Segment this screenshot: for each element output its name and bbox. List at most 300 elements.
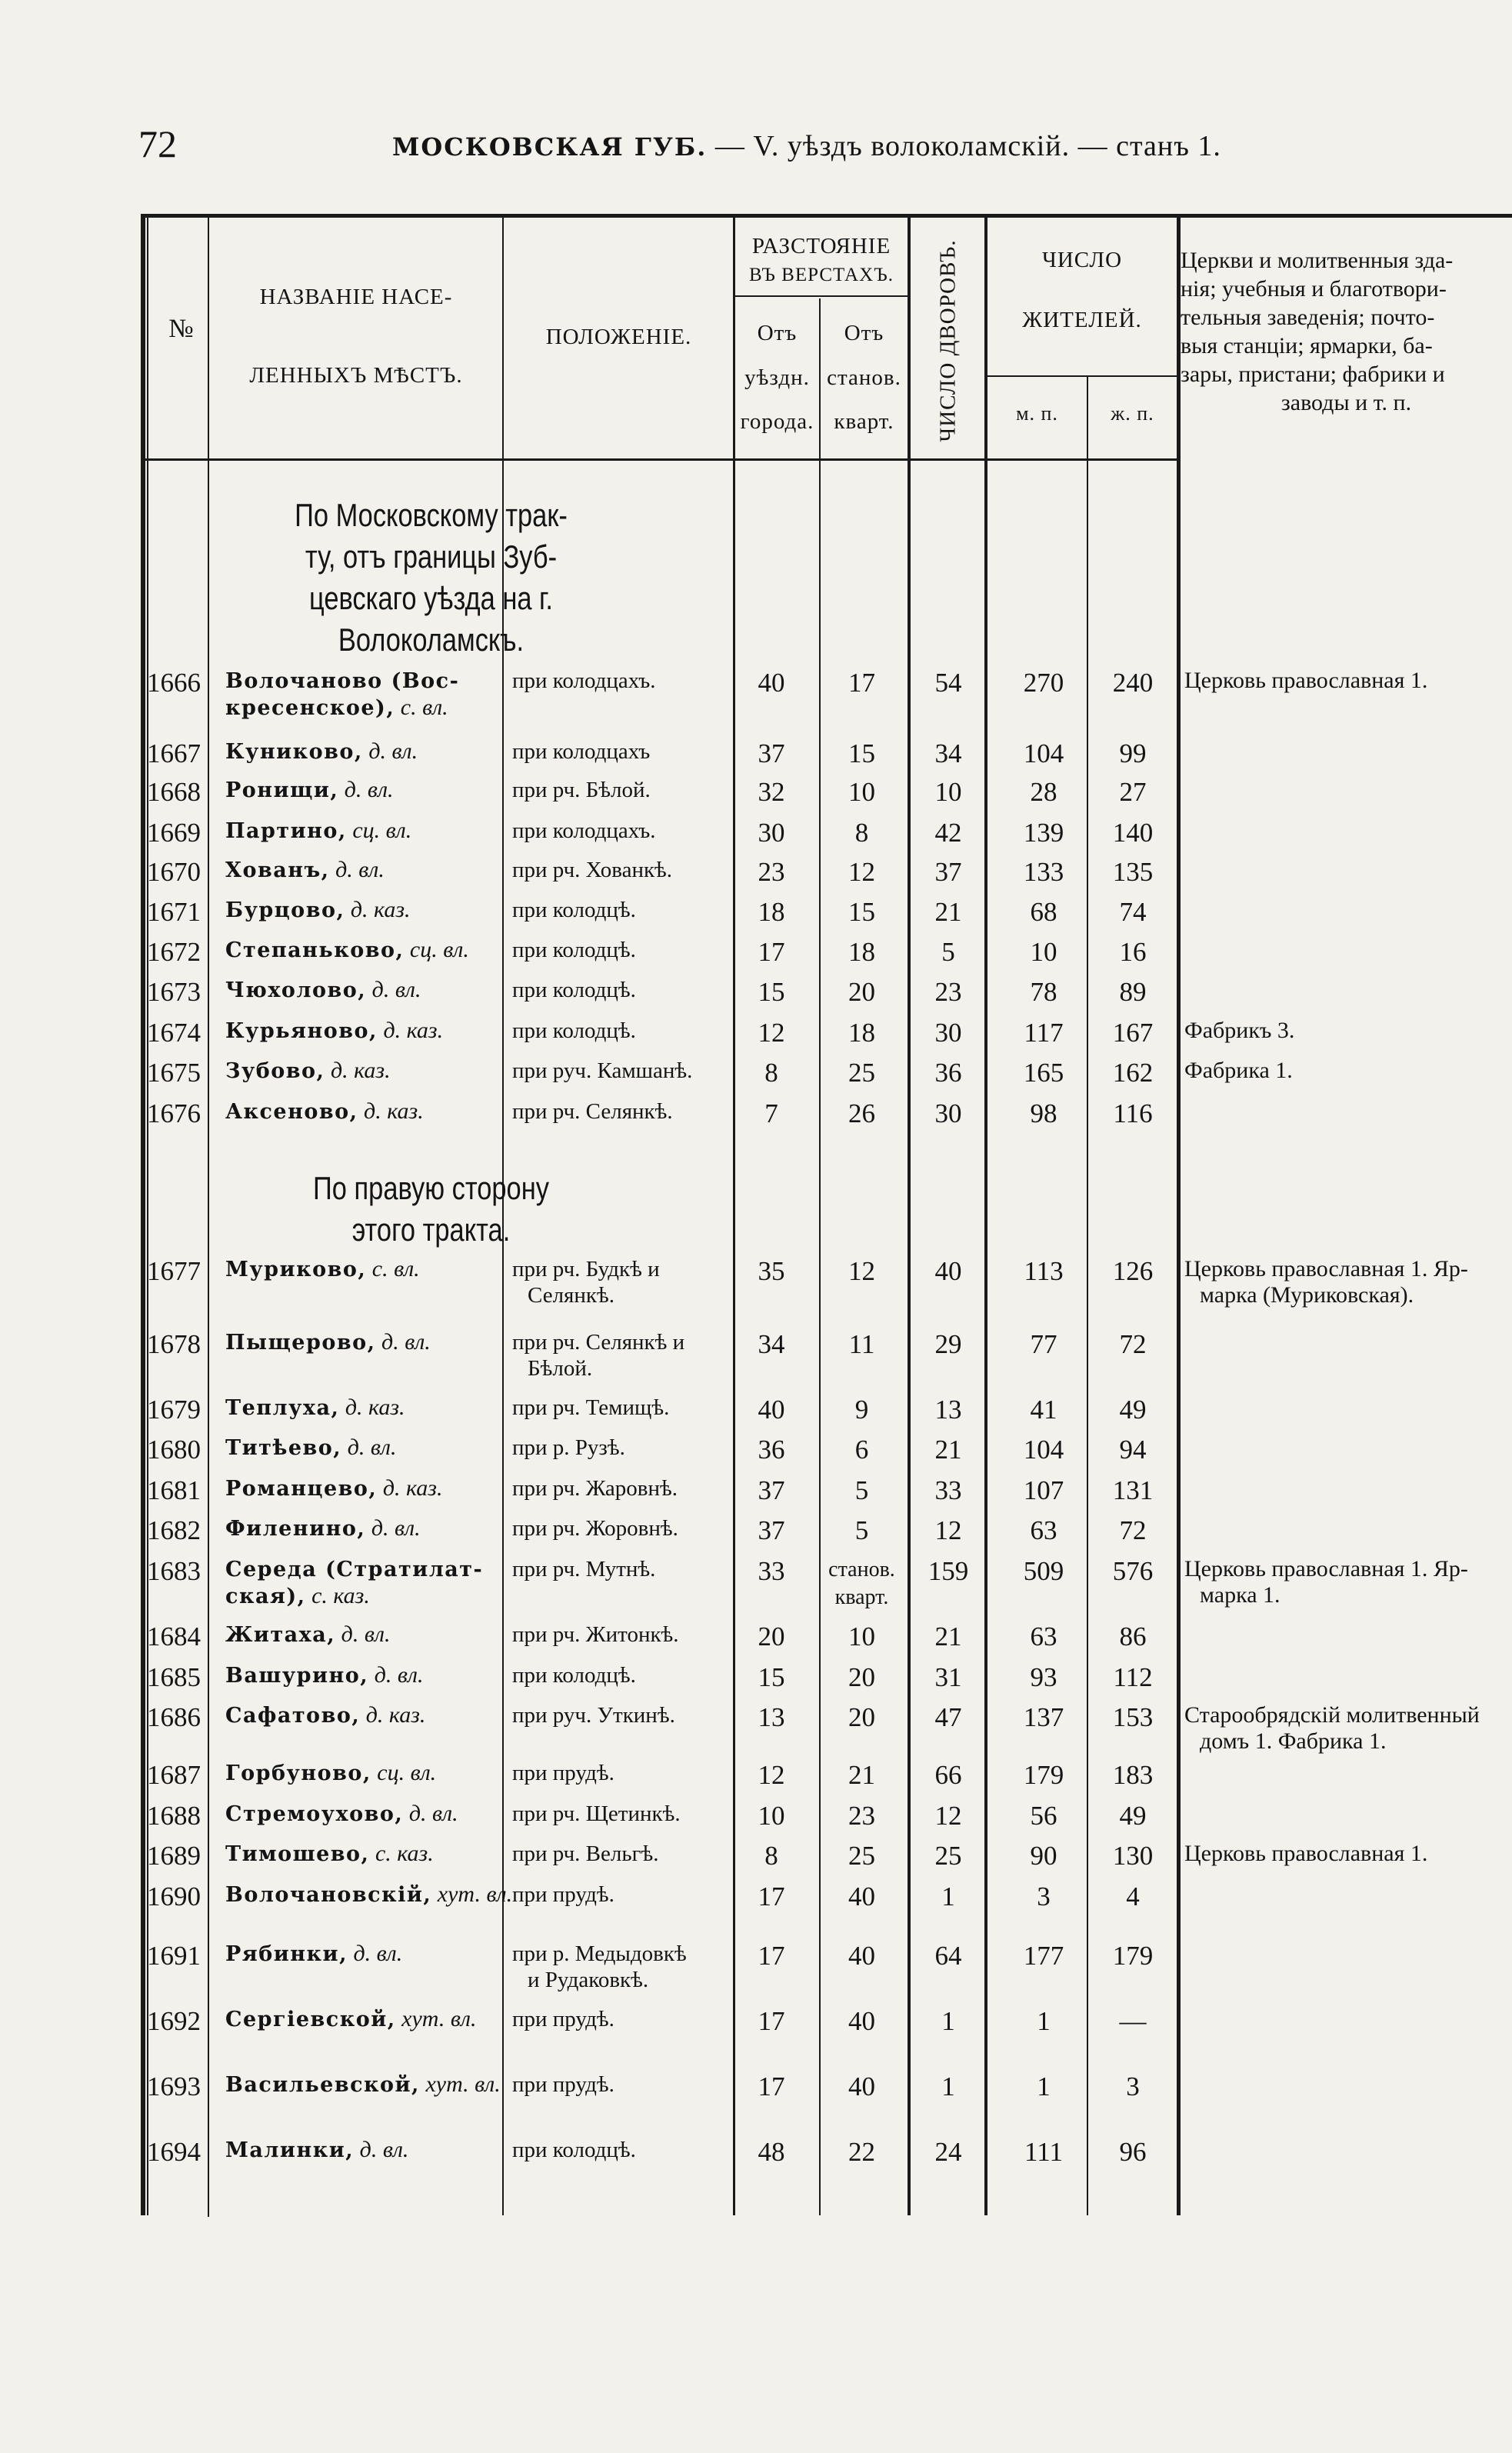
distance-stan: 15 [848,897,875,927]
households-count: 23 [934,977,962,1007]
place-name-bold: Бурцово, [225,898,345,922]
distance-stan: 25 [848,1058,875,1088]
male-count: 165 [1023,1058,1064,1088]
col-num-header: № [168,315,195,343]
place-type: сц. вл. [409,937,469,962]
place-name-bold: Тимошево, [225,1842,370,1866]
households-count: 21 [934,897,962,927]
distance-stan: 9 [854,1395,869,1425]
male-count: 28 [1030,777,1057,807]
rule-households [984,214,987,2215]
rule-residents-mid [1087,375,1088,2215]
place-type: д. вл. [341,1621,391,1647]
place-name-bold: Житаха, [225,1623,336,1647]
distance-stan: 5 [854,1515,869,1545]
place-position: при колодцѣ. [512,1663,636,1688]
rule-residents-sub [984,375,1181,377]
row-number: 1667 [147,738,201,768]
row-number: 1670 [147,857,201,887]
households-count: 24 [934,2137,962,2167]
row-number: 1678 [147,1329,201,1359]
place-position: при рч. Мутнѣ. [512,1557,656,1581]
distance-town: 37 [758,1475,785,1505]
households-count: 5 [941,937,955,967]
row-number: 1676 [147,1098,201,1128]
female-count: 94 [1119,1435,1147,1465]
place-name-bold: Романцево, [225,1477,378,1501]
female-count: 116 [1113,1098,1153,1128]
distance-stan: 12 [848,857,875,887]
households-count: 40 [934,1256,962,1286]
female-count: 130 [1112,1841,1154,1871]
households-count: 13 [934,1395,962,1425]
row-number: 1672 [147,937,201,967]
row-number: 1681 [147,1475,201,1505]
place-position: при рч. Селянкѣ и Бѣлой. [512,1330,685,1381]
female-count: 89 [1119,977,1147,1007]
distance-town: 15 [758,1662,785,1692]
place-position: при колодцѣ. [512,2138,636,2162]
col-town-3: города. [740,409,814,434]
place-type: д. вл. [347,1435,397,1460]
distance-stan: 40 [848,2006,875,2036]
place-position: при колодцѣ. [512,978,636,1002]
distance-town: 12 [758,1018,785,1048]
distance-town: 23 [758,857,785,887]
col-town-1: Отъ [757,321,798,345]
place-position: при колодцѣ. [512,898,636,922]
distance-town: 40 [758,1395,785,1425]
row-number: 1669 [147,818,201,848]
place-position: при рч. Хованкѣ. [512,858,673,882]
distance-stan: 20 [848,977,875,1007]
row-notes: Фабрика 1. [1184,1058,1293,1083]
distance-stan: 40 [848,2071,875,2101]
distance-stan: 11 [848,1329,875,1359]
row-number: 1686 [147,1702,201,1732]
distance-town: 30 [758,818,785,848]
row-number: 1682 [147,1515,201,1545]
place-name-cont: ская), [225,1585,306,1608]
male-count: 104 [1023,738,1064,768]
distance-stan: 5 [854,1475,869,1505]
female-count: 179 [1112,1941,1154,1971]
distance-town: 13 [758,1702,785,1732]
households-count: 37 [934,857,962,887]
households-count: 54 [934,668,962,698]
distance-town: 17 [758,1941,785,1971]
col-households-header: ЧИСЛО ДВОРОВЪ. [935,239,961,442]
distance-stan: 18 [848,937,875,967]
row-notes: Церковь православная 1. Яр- марка 1. [1184,1556,1468,1608]
place-name-bold: Рябинки, [225,1942,348,1966]
distance-town: 7 [764,1098,778,1128]
distance-stan: 21 [848,1760,875,1790]
male-count: 63 [1030,1515,1057,1545]
row-number: 1684 [147,1621,201,1651]
row-number: 1674 [147,1018,201,1048]
male-count: 137 [1023,1702,1064,1732]
place-type: д. вл. [353,1941,403,1966]
col-stan-1: Отъ [844,321,884,345]
place-position: при рч. Селянкѣ. [512,1099,673,1124]
place-type: с. вл. [400,695,448,720]
distance-town: 36 [758,1435,785,1465]
place-position: при колодцѣ. [512,1018,636,1043]
table-rule-left [141,214,145,2215]
place-name-bold: Васильевской, [225,2073,420,2097]
place-name-bold: Теплуха, [225,1396,340,1420]
place-type: с. каз. [311,1583,370,1608]
place-type: д. вл. [371,977,421,1002]
place-position: при прудѣ. [512,2072,614,2097]
distance-stan: 20 [848,1662,875,1692]
male-count: 10 [1030,937,1057,967]
households-count: 159 [928,1556,969,1586]
place-type: д. вл. [335,857,385,882]
place-name-bold: Сафатово, [225,1704,361,1728]
row-notes: Церковь православная 1. [1184,668,1428,693]
place-name-bold: Волочановскій, [225,1883,432,1907]
place-name-bold: Середа (Стратилат- [225,1558,484,1581]
col-town-2: уѣздн. [744,365,810,390]
place-name-bold: Горбуново, [225,1761,371,1785]
female-count: 183 [1112,1760,1154,1790]
place-position: при рч. Житонкѣ. [512,1622,679,1647]
households-count: 47 [934,1702,962,1732]
place-type: хут. вл. [425,2071,501,2097]
running-header [0,115,1512,169]
distance-stan: 15 [848,738,875,768]
place-position: при руч. Уткинѣ. [512,1703,675,1728]
female-count: 96 [1119,2137,1147,2167]
row-notes: Церковь православная 1. [1184,1841,1428,1866]
place-name-bold: Курьяново, [225,1019,378,1043]
distance-stan: 8 [854,818,869,848]
male-count: 177 [1023,1941,1064,1971]
place-position: при рч. Темищѣ. [512,1395,670,1420]
distance-town: 34 [758,1329,785,1359]
male-count: 113 [1024,1256,1064,1286]
place-name-bold: Вашурино, [225,1664,369,1688]
running-title [392,129,1221,163]
households-count: 42 [934,818,962,848]
male-count: 77 [1030,1329,1057,1359]
distance-town: 10 [758,1801,785,1831]
distance-stan: 23 [848,1801,875,1831]
male-count: 117 [1024,1018,1064,1048]
distance-town: 35 [758,1256,785,1286]
female-count: 72 [1119,1515,1147,1545]
col-notes-header: Церкви и молитвенныя зда- нія; учебныя и благотвори- тельныя заведенія; почто- выя станціи; ярмарки, ба- зары, пристани; фабрики и заводы и т. п. [1181,248,1454,415]
place-name-bold: Куниково, [225,740,363,764]
households-count: 12 [934,1801,962,1831]
distance-stan: 17 [848,668,875,698]
row-number: 1689 [147,1841,201,1871]
row-number: 1680 [147,1435,201,1465]
rule-residents [1177,214,1181,2215]
row-number: 1679 [147,1395,201,1425]
statistics-table [141,214,1512,2215]
male-count: 107 [1023,1475,1064,1505]
place-name-bold: Титѣево, [225,1436,342,1460]
male-count: 1 [1037,2006,1051,2036]
distance-stan: 40 [848,1881,875,1911]
female-count: 131 [1112,1475,1154,1505]
col-distance-header-2: ВЪ ВЕРСТАХЪ. [748,265,894,285]
col-name-header-2: ЛЕННЫХЪ МѢСТЪ. [249,363,463,388]
place-name-bold: Хованъ, [225,858,330,882]
page-number: 72 [138,122,177,165]
place-name-bold: Степаньково, [225,938,405,962]
place-name-bold: Филенино, [225,1517,366,1541]
rule-distance-sub [733,295,910,297]
place-type: д. каз. [383,1018,444,1043]
rule-position [733,214,735,2215]
male-count: 90 [1030,1841,1057,1871]
place-name-bold: Аксеново, [225,1100,358,1124]
row-number: 1687 [147,1760,201,1790]
row-number: 1694 [147,2137,201,2167]
male-count: 68 [1030,897,1057,927]
distance-town: 48 [758,2137,785,2167]
male-count: 56 [1030,1801,1057,1831]
male-count: 98 [1030,1098,1057,1128]
distance-town: 32 [758,777,785,807]
distance-town: 8 [764,1058,778,1088]
households-count: 34 [934,738,962,768]
place-position: при рч. Бѣлой. [512,778,651,802]
distance-town: 17 [758,2006,785,2036]
place-type: сц. вл. [377,1760,437,1785]
distance-stan: 22 [848,2137,875,2167]
male-count: 104 [1023,1435,1064,1465]
row-number: 1685 [147,1662,201,1692]
female-count: 167 [1112,1018,1154,1048]
row-number: 1683 [147,1556,201,1586]
place-name-bold: Стремоухово, [225,1802,404,1826]
households-count: 1 [941,1881,955,1911]
distance-stan: 25 [848,1841,875,1871]
female-count: 576 [1112,1556,1154,1586]
households-count: 21 [934,1621,962,1651]
row-number: 1675 [147,1058,201,1088]
male-count: 139 [1023,818,1064,848]
col-residents-2: ЖИТЕЛЕЙ. [1022,308,1142,332]
place-type: с. вл. [371,1256,420,1281]
col-position-header: ПОЛОЖЕНІЕ. [545,325,692,349]
distance-town: 33 [758,1556,785,1586]
male-count: 63 [1030,1621,1057,1651]
female-count: — [1119,2006,1147,2036]
rule-distance [908,214,911,2215]
place-name-bold: Волочаново (Вос- [225,669,460,693]
place-position: при прудѣ. [512,1882,614,1907]
households-count: 66 [934,1760,962,1790]
place-name-cont: кресенское), [225,696,395,720]
distance-town: 40 [758,668,785,698]
place-position: при колодцѣ. [512,938,636,962]
distance-town: 37 [758,1515,785,1545]
row-number: 1692 [147,2006,201,2036]
female-count: 72 [1119,1329,1147,1359]
households-count: 31 [934,1662,962,1692]
place-type: хут. вл. [437,1881,513,1907]
row-number: 1688 [147,1801,201,1831]
female-count: 3 [1126,2071,1140,2101]
col-female: ж. п. [1111,402,1154,425]
distance-town: 17 [758,937,785,967]
place-position: при руч. Камшанѣ. [512,1058,693,1083]
place-type: сц. вл. [352,818,412,843]
place-type: хут. вл. [401,2006,477,2031]
households-count: 33 [934,1475,962,1505]
place-type: д. каз. [350,897,411,922]
female-count: 27 [1119,777,1147,807]
row-number: 1671 [147,897,201,927]
households-count: 1 [941,2071,955,2101]
households-count: 30 [934,1018,962,1048]
district-title: — V. уѣздъ волоколамскій. — станъ 1. [714,130,1221,162]
place-name-bold: Сергіевской, [225,2008,396,2031]
households-count: 21 [934,1435,962,1465]
place-type: д. каз. [365,1702,426,1728]
households-count: 29 [934,1329,962,1359]
female-count: 99 [1119,738,1147,768]
distance-stan: 18 [848,1018,875,1048]
row-number: 1673 [147,977,201,1007]
place-name-bold: Пыщерово, [225,1331,376,1355]
place-type: д. вл. [374,1662,424,1688]
female-count: 49 [1119,1395,1147,1425]
households-count: 10 [934,777,962,807]
place-type: д. вл. [408,1801,458,1826]
male-count: 270 [1023,668,1064,698]
households-count: 36 [934,1058,962,1088]
rule-header-bottom [141,458,1181,461]
distance-town: 15 [758,977,785,1007]
female-count: 16 [1119,937,1147,967]
households-count: 64 [934,1941,962,1971]
distance-town: 37 [758,738,785,768]
col-male: м. п. [1016,402,1058,425]
place-type: с. каз. [375,1841,434,1866]
male-count: 111 [1024,2137,1063,2167]
female-count: 86 [1119,1621,1147,1651]
province-title: МОСКОВСКАЯ ГУБ. [392,132,708,162]
place-position: при рч. Жоровнѣ. [512,1516,678,1541]
distance-town: 18 [758,897,785,927]
male-count: 1 [1037,2071,1051,2101]
male-count: 41 [1030,1395,1057,1425]
place-name-bold: Муриково, [225,1258,367,1281]
place-type: д. каз. [382,1475,443,1501]
place-name-bold: Партино, [225,819,347,843]
distance-stan: 40 [848,1941,875,1971]
place-type: д. вл. [371,1515,421,1541]
section-heading-moscow-road: По Московскому трак- ту, отъ границы Зуб- цевскаго уѣзда на г. Волоколамскъ. [295,497,568,658]
distance-stan: 10 [848,1621,875,1651]
female-count: 4 [1126,1881,1140,1911]
place-name-bold: Зубово, [225,1059,325,1083]
section-heading-right-side: По правую сторону этого тракта. [313,1170,549,1248]
households-count: 12 [934,1515,962,1545]
place-position: при рч. Будкѣ и Селянкѣ. [512,1257,660,1308]
place-position: при рч. Жаровнѣ. [512,1476,678,1501]
place-position: при колодцахъ. [512,818,656,843]
col-distance-header-1: РАЗСТОЯНІЕ [751,234,891,258]
col-name-header-1: НАЗВАНІЕ НАСЕ- [259,285,453,309]
female-count: 162 [1112,1058,1154,1088]
col-residents-1: ЧИСЛО [1041,248,1123,272]
female-count: 74 [1119,897,1147,927]
households-count: 25 [934,1841,962,1871]
distance-stan: 6 [854,1435,869,1465]
female-count: 140 [1112,818,1154,848]
place-type: д. каз. [364,1098,424,1124]
place-position: при рч. Щетинкѣ. [512,1801,681,1826]
female-count: 153 [1112,1702,1154,1732]
table-rule-left-inner [147,214,148,2215]
distance-stan: 20 [848,1702,875,1732]
distance-town: 17 [758,2071,785,2101]
female-count: 126 [1112,1256,1154,1286]
male-count: 509 [1023,1556,1064,1586]
row-number: 1690 [147,1881,201,1911]
distance-town: 12 [758,1760,785,1790]
rule-top [141,214,1512,218]
place-position: при р. Медыдовкѣ и Рудаковкѣ. [512,1941,687,1992]
place-position: при прудѣ. [512,2007,614,2031]
place-position: при рч. Вельгѣ. [512,1841,659,1866]
male-count: 78 [1030,977,1057,1007]
households-count: 30 [934,1098,962,1128]
rule-num [208,214,209,2217]
place-type: д. каз. [345,1395,405,1420]
row-notes: Старообрядскій молитвенный домъ 1. Фабрика 1. [1184,1702,1480,1754]
distance-stan: 26 [848,1098,875,1128]
male-count: 3 [1037,1881,1051,1911]
row-notes: Фабрикъ 3. [1184,1018,1295,1043]
distance-town: 8 [764,1841,778,1871]
place-name-bold: Малинки, [225,2138,355,2162]
row-number: 1691 [147,1941,201,1971]
place-type: д. вл. [381,1329,431,1355]
distance-stan: 10 [848,777,875,807]
row-number: 1666 [147,668,201,698]
female-count: 49 [1119,1801,1147,1831]
place-type: д. каз. [330,1058,391,1083]
row-number: 1668 [147,777,201,807]
place-type: д. вл. [344,777,394,802]
place-name-bold: Чюхолово, [225,978,367,1002]
place-position: при прудѣ. [512,1761,614,1785]
female-count: 112 [1113,1662,1153,1692]
row-number: 1677 [147,1256,201,1286]
place-position: при колодцахъ. [512,668,656,693]
place-name-bold: Ронищи, [225,778,339,802]
col-stan-3: кварт. [834,409,894,434]
row-number: 1693 [147,2071,201,2101]
col-stan-2: станов. [827,365,901,390]
place-type: д. вл. [368,738,418,764]
households-count: 1 [941,2006,955,2036]
place-type: д. вл. [359,2137,409,2162]
male-count: 93 [1030,1662,1057,1692]
distance-stan: станов. кварт. [828,1558,895,1609]
row-notes: Церковь православная 1. Яр- марка (Муриковская). [1184,1256,1468,1308]
female-count: 135 [1112,857,1154,887]
